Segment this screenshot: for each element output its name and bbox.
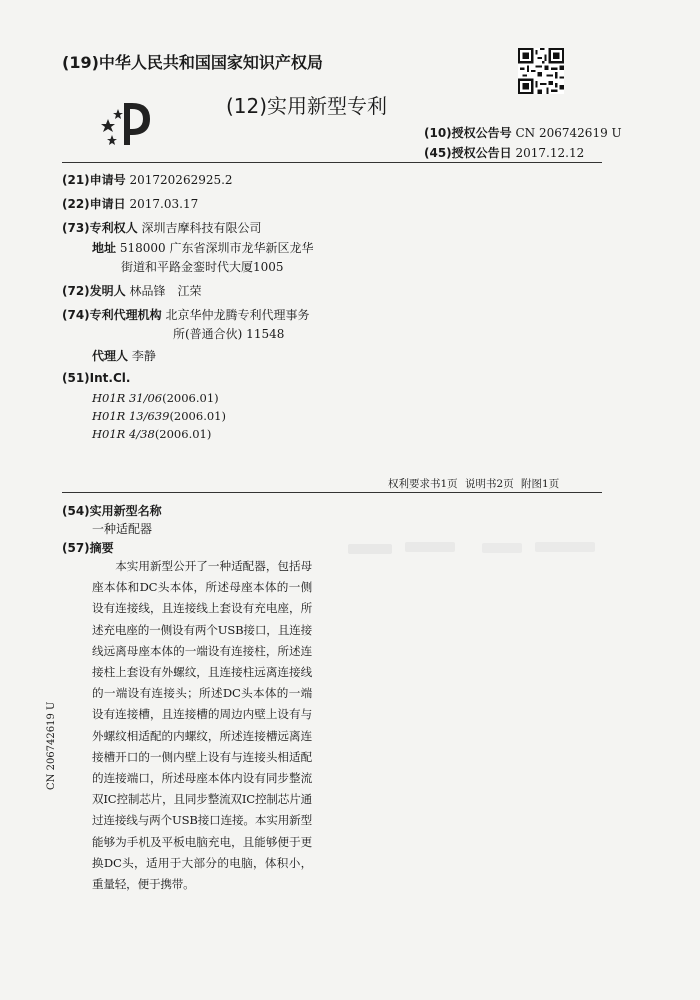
header-rule xyxy=(62,162,602,163)
patentee-value: 深圳吉摩科技有限公司 xyxy=(141,221,262,235)
app-no-label: (21)申请号 xyxy=(62,173,126,187)
utility-title-label xyxy=(62,502,162,519)
pub-no-label: (10)授权公告号 xyxy=(424,126,512,140)
inventor-label: (72)发明人 xyxy=(62,284,126,298)
application-date-row xyxy=(62,195,198,212)
agent-label: 代理人 xyxy=(92,349,129,363)
address-line2: 街道和平路金銮时代大厦1005 xyxy=(121,260,284,274)
bleed-through-mark xyxy=(405,542,455,552)
bleed-through-mark xyxy=(348,544,392,554)
ipc-date: (2006.01) xyxy=(154,427,212,441)
utility-title-value: 一种适配器 xyxy=(92,522,153,536)
ipc-date: (2006.01) xyxy=(162,391,219,405)
abstract-text: 本实用新型公开了一种适配器，包括母座本体和DC头本体，所述母座本体的一侧设有连接线，且连接线上套设有充电座，所述充电座的一侧设有两个USB接口，且连接线远离母座本体的一端设有连接柱，所述连接柱上套设有外螺纹，且连接柱远离连接线的一端设有连接头；所述DC头本体的一端设有连接槽，且连接槽的周边内壁上设有与外螺纹相适配的内螺纹，所述连接槽远离连接槽开口的一侧内壁上设有与连接头相适配的连接端口，所述母座本体内设有同步整流双IC控制芯片，且同步整流双IC控制芯片通过连接线与两个USB接口连接。本实用新型能够为手机及平板电脑充电，且能够便于更换DC头，适用于大部分的电脑，体积小，重量轻，便于携带。 xyxy=(92,559,312,892)
abstract-body xyxy=(92,556,312,895)
agency-label: (74)专利代理机构 xyxy=(62,308,162,322)
ipc-code: H01R 31/06 xyxy=(92,391,163,405)
agency-row xyxy=(62,306,310,323)
patentee-label: (73)专利权人 xyxy=(62,221,138,235)
agent-value: 李静 xyxy=(131,349,156,363)
agent-row xyxy=(92,347,156,364)
ipc-item xyxy=(92,427,211,441)
app-date-label: (22)申请日 xyxy=(62,197,126,211)
qr-code-icon xyxy=(518,48,564,94)
app-no-value: 201720262925.2 xyxy=(129,173,233,187)
publication-date-row xyxy=(424,144,584,161)
ipc-date: (2006.01) xyxy=(169,409,226,423)
intcl-label xyxy=(62,371,130,385)
pub-date-label: (45)授权公告日 xyxy=(424,146,512,160)
ipc-code: H01R 4/38 xyxy=(92,427,155,441)
publication-number-row xyxy=(424,124,622,141)
ipc-item xyxy=(92,409,226,423)
inventor-row xyxy=(62,282,202,299)
page-count-info: 权利要求书1页 说明书2页 附图1页 xyxy=(388,478,560,490)
address-line1: 518000 广东省深圳市龙华新区龙华 xyxy=(119,241,314,255)
address-row xyxy=(92,239,313,256)
address-label: 地址 xyxy=(92,241,117,255)
side-publication-number: CN 206742619 U xyxy=(46,701,57,790)
document-type-title: (12)实用新型专利 xyxy=(226,94,388,118)
bleed-through-mark xyxy=(482,543,522,553)
bleed-through-mark xyxy=(535,542,595,552)
utility-title-label-text: (54)实用新型名称 xyxy=(62,504,162,518)
application-number-row xyxy=(62,171,233,188)
inventor-value: 林品锋 江荣 xyxy=(129,284,202,298)
pub-date-value: 2017.12.12 xyxy=(515,146,585,160)
abstract-label xyxy=(62,539,114,556)
office-name: (19)中华人民共和国国家知识产权局 xyxy=(62,53,323,72)
app-date-value: 2017.03.17 xyxy=(129,197,199,211)
agency-line2: 所(普通合伙) 11548 xyxy=(173,327,285,341)
ipc-code: H01R 13/639 xyxy=(92,409,170,423)
pub-no-value: CN 206742619 U xyxy=(515,126,622,140)
abstract-label-text: (57)摘要 xyxy=(62,541,114,555)
ipc-item xyxy=(92,391,219,405)
cnipa-logo xyxy=(98,97,160,149)
intcl-label-text: (51)Int.Cl. xyxy=(62,371,131,385)
biblio-rule xyxy=(62,492,602,493)
patentee-row xyxy=(62,219,262,236)
agency-line1: 北京华仲龙腾专利代理事务 xyxy=(165,308,310,322)
